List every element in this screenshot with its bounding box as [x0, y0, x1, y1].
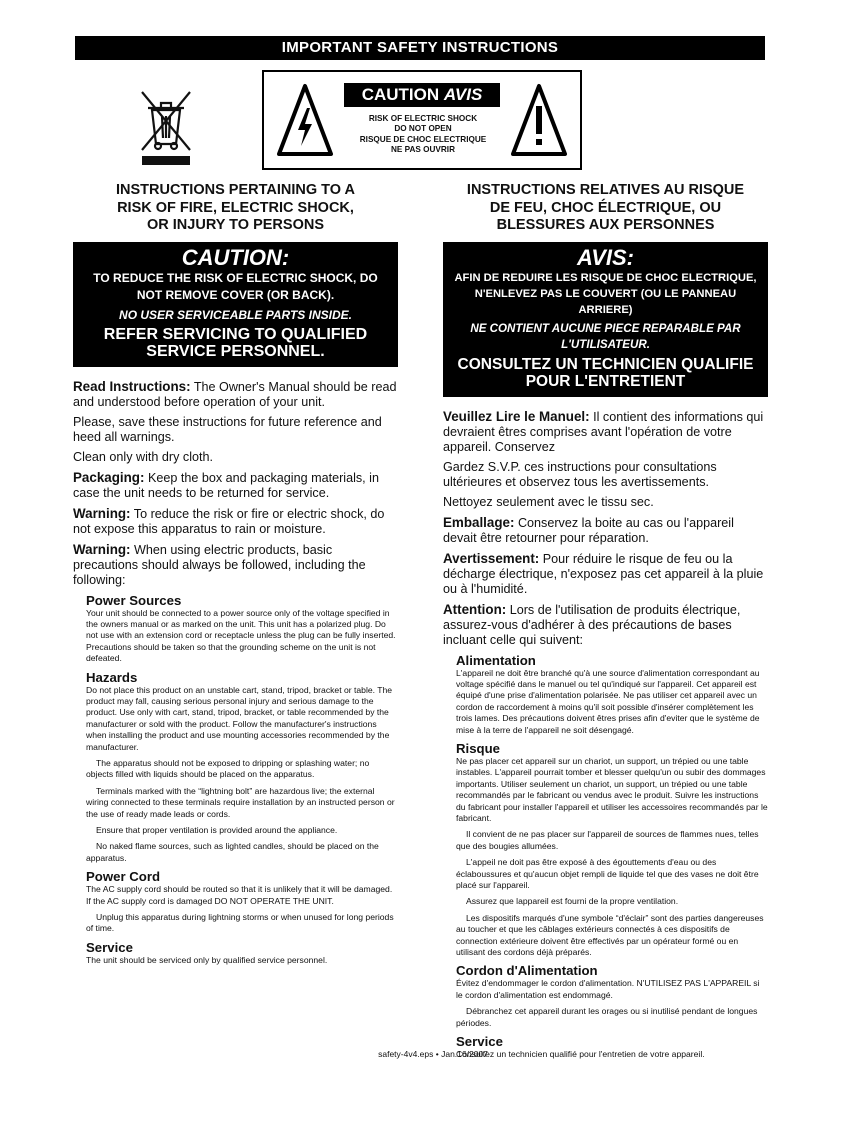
english-heading: INSTRUCTIONS PERTAINING TO A RISK OF FIRE, ELECTRIC SHOCK, OR INJURY TO PERSONS — [116, 182, 355, 233]
emballage-paragraph: Emballage: Conservez la boite au cas ou l'appareil devait être retourner pour réparation. — [443, 514, 734, 545]
section-text: The apparatus should not be exposed to dripping or splashing water; no objects filled with liquids should be placed on the apparatus. — [86, 757, 370, 780]
page-title: IMPORTANT SAFETY INSTRUCTIONS — [75, 36, 765, 60]
section-text: Les dispositifs marqués d'une symbole “d'éclair” sont des parties dangereuses au toucher et que les câblages extérieurs connectés à ces dispositifs de connection extérieure doivent être effectivés par un opérateur formé ou en utilisant des cordons déjà préparés. — [456, 912, 764, 958]
section-title: Hazards — [86, 669, 138, 685]
french-heading: INSTRUCTIONS RELATIVES AU RISQUE DE FEU, CHOC ÉLECTRIQUE, OU BLESSURES AUX PERSONNES — [466, 182, 745, 233]
french-subsections — [456, 653, 768, 1061]
section-text: Do not place this product on an unstable cart, stand, tripod, bracket or table. The product may fall, causing serious personal injury and serious damage to the product. Use only with cart, stand, tripod, bracket, or table recommended by the manufacturer or sold with the product. Follow the manufacturer's instructions when installing the product and use mounting accessories recommended by the manufacturer. — [86, 684, 393, 752]
section-text: Unplug this apparatus during lightning storms or when unused for long periods of time. — [86, 912, 394, 934]
section-title: Power Cord — [86, 869, 161, 885]
section-text: Débranchez cet appareil durant les orages ou si inutilisé pendant de longues périodes. — [456, 1006, 758, 1028]
attention-paragraph: Attention: Lors de l'utilisation de produits électrique, assurez-vous d'adhérer à des précautions de bases incluant celle qui suivent: — [443, 601, 741, 647]
english-subsections — [86, 593, 398, 967]
section-title: Risque — [456, 740, 500, 756]
section-text: Terminals marked with the “lightning bolt” are hazardous live; the external wiring connected to these terminals require installation by an instructed person or the use of ready made leads or cords. — [86, 785, 395, 819]
section-text: The unit should be serviced only by qualified service personnel. — [86, 954, 328, 965]
lightning-warning-icon — [276, 82, 334, 158]
warning-precautions-paragraph: Warning: When using electric products, basic precautions should always be followed, including the following: — [73, 541, 366, 587]
section-title: Service — [86, 939, 133, 955]
avertissement-paragraph: Avertissement: Pour réduire le risque de feu ou la décharge électrique, n'exposez pas cet appareil à la pluie ou à l'humidité. — [443, 550, 764, 596]
warning-moisture-paragraph: Warning: To reduce the risk or fire or electric shock, do not expose this apparatus to rain or moisture. — [73, 505, 385, 536]
section-text: Assurez que lappareil est fourni de la propre ventilation. — [466, 896, 679, 907]
english-column — [73, 182, 398, 971]
french-avis-block: AVIS: AFIN DE REDUIRE LES RISQUE DE CHOC ELECTRIQUE, N'ENLEVEZ PAS LE COUVERT (OU LE PANNEAU ARRIERE) NE CONTIENT AUCUNE PIECE REPARABLE PAR L'UTILISATEUR. CONSULTEZ UN TECHNICIEN QUALIFIE POUR L'ENTRETIENT — [443, 242, 768, 397]
nettoyez-paragraph: Nettoyez seulement avec le tissu sec. — [443, 494, 654, 509]
section-text: L'appareil ne doit être branché qu'à une source d'alimentation correspondant au voltage spécifié dans le manuel ou tel qu'indiqué sur l'appareil. Cet appareil est équipé d'une prise d'alimentation polarisée. Ne pas utiliser cet appareil avec un cordon de raccordement à moins qu'il soit possible d'insérer complètement les trois lames. Des précautions doivent êtres prises afin d'eviter que le système de mise à la terre de l'appareil ne soit désengagé. — [456, 667, 760, 735]
section-text: Ensure that proper ventilation is provided around the appliance. — [96, 825, 338, 835]
packaging-paragraph: Packaging: Keep the box and packaging materials, in case the unit needs to be returned for service. — [73, 469, 379, 500]
section-text: Ne pas placer cet appareil sur un chariot, un support, un trépied ou une table instables. L'appareil pourrait tomber et blesser quelqu'un ou subir des dommages importants. Utiliser seulement un chariot, un support, un trépied ou une table recommandés par le fabricant ou vendus avec le produit. Suivre les instructions du fabricant pour installer l'appareil et utiliser les accessoires recommandés par le fabricant. — [456, 755, 768, 823]
section-title: Cordon d'Alimentation — [456, 963, 598, 979]
section-text: Your unit should be connected to a power source only of the voltage specified in the owners manual or as marked on the unit. This unit has a polarized plug. Do not use with an extension cord or receptacle unless the plug can be fully inserted. Precautions should be taken so that the grounding scheme on the unit is not defeated. — [86, 607, 396, 664]
exclamation-warning-icon — [510, 82, 568, 158]
weee-bin-icon — [136, 88, 196, 166]
caution-fr-text: RISQUE DE CHOC ELECTRIQUE NE PAS OUVRIR — [359, 135, 487, 154]
clean-paragraph: Clean only with dry cloth. — [73, 449, 213, 464]
english-caution-block: CAUTION: TO REDUCE THE RISK OF ELECTRIC SHOCK, DO NOT REMOVE COVER (OR BACK). NO USER SERVICEABLE PARTS INSIDE. REFER SERVICING TO QUALIFIED SERVICE PERSONNEL. — [73, 242, 398, 367]
lire-manuel-paragraph: Veuillez Lire le Manuel: Il contient des informations qui devraient êtres comprises avant l'opération de votre appareil. Conservez — [443, 408, 764, 454]
section-text: No naked flame sources, such as lighted candles, should be placed on the apparatus. — [86, 841, 379, 863]
gardez-paragraph: Gardez S.V.P. ces instructions pour consultations ultérieures et observez tous les avertissements. — [443, 459, 717, 489]
read-instructions-paragraph: Read Instructions: The Owner's Manual should be read and understood before operation of your unit. — [73, 378, 397, 409]
footer-file-note: safety-4v4.eps • Jan.16/2007 — [378, 1049, 488, 1059]
caution-label-box — [262, 70, 582, 170]
section-text: The AC supply cord should be routed so that it is unlikely that it will be damaged. If the AC supply cord is damaged DO NOT OPERATE THE UNIT. — [86, 884, 393, 906]
section-text: Évitez d'endommager le cordon d'alimentation. N'UTILISEZ PAS L'APPAREIL si le cordon d'alimentation est endommagé. — [456, 978, 760, 1000]
section-text: L'appeil ne doit pas être exposé à des égouttements d'eau ou des éclaboussures et qu'aucun objet rempli de liquide tel que des vases ne doit être placé sur l'appareil. — [456, 857, 759, 890]
section-text: Il convient de ne pas placer sur l'appareil de sources de flammes nues, telles que des bougies allumées. — [456, 829, 759, 851]
save-instructions-paragraph: Please, save these instructions for future reference and heed all warnings. — [73, 414, 382, 444]
caution-en-text: RISK OF ELECTRIC SHOCK DO NOT OPEN — [368, 114, 478, 133]
section-title: Power Sources — [86, 592, 182, 608]
section-title: Alimentation — [456, 652, 536, 668]
section-title: Service — [456, 1034, 503, 1050]
french-column — [443, 182, 768, 1065]
section-text: Consultez un technicien qualifié pour l'entretien de votre appareil. — [456, 1049, 705, 1060]
caution-title: CAUTION AVIS — [344, 83, 500, 107]
